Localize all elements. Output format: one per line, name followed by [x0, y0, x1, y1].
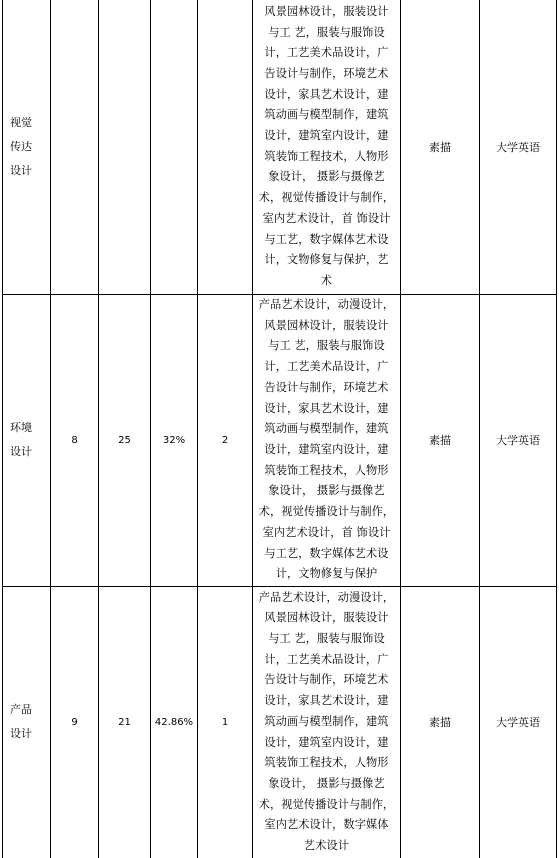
desc-line: 筑装饰工程技术，人物形: [264, 149, 389, 163]
percent-cell: [151, 0, 198, 294]
major-name-line: 设计: [10, 163, 32, 177]
desc-line: 术，视觉传播设计与制作，: [258, 505, 395, 519]
percent-cell: 32%: [151, 294, 198, 586]
exam-subject-cell: 素描: [401, 586, 480, 858]
major-name-line: 传达: [10, 139, 32, 153]
count-c-cell: 2: [198, 294, 253, 586]
desc-line: 与工 艺，服装与服饰设: [268, 25, 385, 39]
admission-table: [2, 0, 557, 858]
desc-line: 筑动画与模型制作，建筑: [264, 422, 389, 436]
major-name-line: 产品: [10, 703, 32, 717]
desc-line: 筑装饰工程技术，人物形: [264, 756, 389, 770]
count-c-cell: 1: [198, 586, 253, 858]
desc-line: 与工 艺，服装与服饰设: [268, 339, 385, 353]
major-name-line: 设计: [10, 445, 32, 458]
count-b-cell: 25: [99, 294, 151, 586]
major-cell: [3, 586, 51, 858]
desc-line: 告设计与制作，环境艺术: [264, 66, 389, 80]
count-b-cell: [99, 0, 151, 294]
count-a-cell: 9: [51, 586, 99, 858]
desc-line: 告设计与制作，环境艺术: [264, 380, 389, 394]
desc-line: 筑动画与模型制作，建筑: [264, 714, 389, 728]
count-c-cell: [198, 0, 253, 294]
desc-line: 设计，家具艺术设计，建: [264, 694, 389, 708]
desc-line: 设计，建筑室内设计，建: [264, 443, 389, 456]
desc-line: 设计，家具艺术设计，建: [264, 87, 389, 101]
desc-line: 室内艺术设计，数字媒体: [264, 818, 389, 832]
desc-line: 室内艺术设计，首 饰设计: [262, 525, 391, 539]
desc-line: 象设计， 摄影与摄像艺: [268, 484, 385, 498]
desc-line: 筑装饰工程技术，人物形: [264, 463, 389, 477]
count-b-cell: 21: [99, 586, 151, 858]
desc-line: 计，工艺美术品设计，广: [264, 652, 389, 666]
desc-line: 象设计， 摄影与摄像艺: [268, 777, 385, 790]
desc-line: 术: [320, 273, 333, 287]
desc-line: 告设计与制作，环境艺术: [264, 673, 389, 687]
related-majors-cell: [253, 0, 401, 294]
major-cell: [3, 294, 51, 586]
desc-line: 设计，家具艺术设计，建: [264, 401, 389, 415]
exam-subject-cell: 素描: [401, 0, 480, 294]
desc-line: 风景园林设计，服装设计: [264, 4, 389, 18]
related-majors-cell: [253, 586, 401, 858]
major-name-line: 设计: [10, 727, 32, 741]
desc-line: 计，文物修复与保护，艺: [264, 253, 389, 267]
desc-line: 筑动画与模型制作，建筑: [264, 108, 389, 122]
desc-line: 风景园林设计，服装设计: [264, 318, 389, 332]
exam-subject-cell: 素描: [401, 294, 480, 586]
desc-line: 象设计， 摄影与摄像艺: [268, 170, 385, 184]
major-cell: [3, 0, 51, 294]
desc-line: 计，文物修复与保护: [275, 567, 378, 581]
course-cell: 大学英语: [480, 586, 557, 858]
major-name-line: 视觉: [10, 115, 32, 129]
major-name-line: 环境: [10, 421, 32, 434]
desc-line: 计，工艺美术品设计，广: [264, 360, 389, 374]
desc-line: 计，工艺美术品设计，广: [264, 46, 389, 60]
desc-line: 设计，建筑室内设计，建: [264, 129, 389, 143]
desc-line: 室内艺术设计，首 饰设计: [262, 211, 391, 225]
course-cell: 大学英语: [480, 0, 557, 294]
desc-line: 术，视觉传播设计与制作，: [258, 191, 395, 205]
table-row: [3, 586, 557, 858]
percent-cell: 42.86%: [151, 586, 198, 858]
desc-line: 产品艺术设计，动漫设计，: [258, 590, 395, 604]
table-row: [3, 294, 557, 586]
count-a-cell: [51, 0, 99, 294]
table-row: [3, 0, 557, 294]
related-majors-cell: [253, 294, 401, 586]
desc-line: 与工 艺，服装与服饰设: [268, 632, 385, 646]
desc-line: 与工艺，数字媒体艺术设: [264, 546, 389, 560]
desc-line: 艺术设计: [303, 839, 350, 853]
desc-line: 设计，建筑室内设计，建: [264, 735, 389, 749]
count-a-cell: 8: [51, 294, 99, 586]
desc-line: 与工艺，数字媒体艺术设: [264, 232, 389, 246]
desc-line: 风景园林设计，服装设计: [264, 611, 389, 625]
desc-line: 产品艺术设计，动漫设计，: [258, 298, 395, 312]
course-cell: 大学英语: [480, 294, 557, 586]
desc-line: 术，视觉传播设计与制作，: [258, 797, 395, 811]
